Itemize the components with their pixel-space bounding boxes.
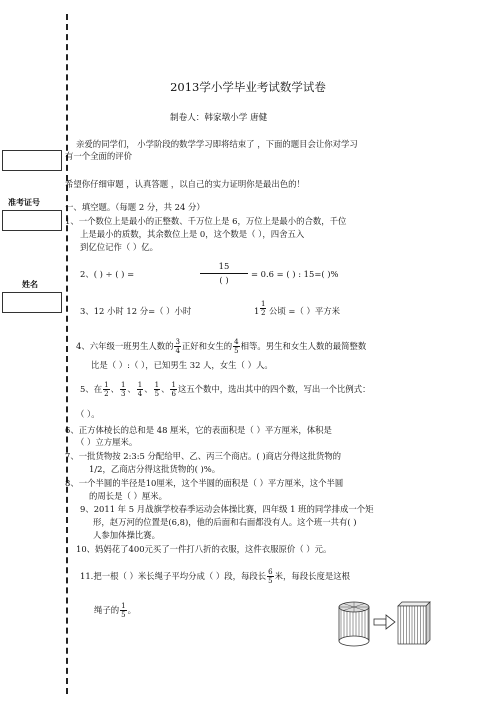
q5-f5-num: 1 [171,381,176,389]
q1-line-2: 上是最小的质数，其余数位上是 0，这个数是（ ），四舍五入 [80,229,305,239]
q5-line-2: （ ）。 [76,409,100,419]
q11-f2-num: 1 [121,602,126,610]
q3-part-2: 公顷 =（ ）平方米 [269,306,340,316]
q5-fraction-4 [154,381,160,398]
q6-line-1: 6、正方体棱长的总和是 48 厘米，它的表面积是（ ）平方厘米，体积是 [65,425,332,435]
q5-fraction-3 [137,381,143,398]
q10-line-1: 10、妈妈花了400元买了一件打八折的衣服，这件衣服原价（ ）元。 [76,544,332,554]
q11-f2-den: 5 [121,611,126,619]
q11-line-1 [80,568,350,585]
q3-whole: 1 [254,306,260,316]
intro-line-3: 希望你仔细审题 ，认真答题 ，以自己的实力证明你是最出色的！ [65,179,305,189]
q4-line-2: 比是（ ）:（ ），已知男生 32 人，女生（ ）人。 [91,360,273,370]
section-heading: 一、填空题。（每题 2 分，共 24 分） [65,202,205,212]
q4-f2-den: 5 [234,347,239,355]
q3-num: 1 [261,300,266,308]
q4-fraction-2 [233,338,239,355]
q4-f1-num: 3 [175,338,180,346]
intro-line-2: 有一个全面的评价 [65,151,132,161]
page-title: 2013学小学毕业考试数学试卷 [170,80,326,94]
q5-f1-num: 1 [104,381,109,389]
q11-f1-den: 5 [268,577,273,585]
q5-f1-den: 2 [104,390,109,398]
q2-tail: = 0.6 = ( ) : 15=( )% [251,269,339,279]
q5-sep-2: 、 [127,384,136,394]
q4-f2-num: 4 [234,338,239,346]
q3-den: 2 [261,309,266,317]
q2-lead: 2、( ) ÷ ( ) = [80,269,135,279]
q5-sep-1: 、 [110,384,119,394]
q8-line-2: 的周长是（ ）厘米。 [89,491,168,501]
q11-fraction-1 [267,568,273,585]
q2-fraction-bar [200,273,248,274]
q1-line-3: 到亿位记作（ ）亿。 [80,242,159,252]
q11-d: 。 [127,605,136,615]
q5-lead: 5、在 [80,384,103,394]
q7-line-2: 1/2，乙商店分得这批货物的( )%。 [89,464,221,474]
exam-id-label: 准考证号 [8,197,40,207]
name-box[interactable] [2,292,62,313]
q5-f4-num: 1 [154,381,160,389]
q5-line-1 [80,381,371,398]
name-label: 姓名 [22,279,38,289]
q2-numerator: 15 [218,261,230,271]
q9-line-2: 形，赵万河的位置是(6,8)，他的后面和右面都没有人。这个班一共有( ) [93,517,357,527]
binding-line [66,14,68,694]
q5-f3-num: 1 [137,381,143,389]
q1-line-1: 1、一个数位上是最小的正整数、千万位上是 6，万位上是最小的合数，千位 [65,216,347,226]
cylinder-icon [339,602,369,646]
author-line: 制卷人：韩家墩小学 唐健 [170,113,268,123]
q5-sep-4: 、 [161,384,170,394]
q11-fraction-2 [120,602,126,619]
q6-line-2: （ ）立方厘米。 [76,437,138,447]
q5-tail: 这五个数中，选出其中的四个数，写出一个比例式： [177,384,371,394]
q5-fraction-5 [170,381,176,398]
exam-id-box[interactable] [2,210,62,231]
q4-fraction-1 [174,338,180,355]
q5-f4-den: 5 [154,390,160,398]
q9-line-1: 9、2011 年 5 月战旗学校春季运动会体操比赛，四年级 1 班的同学排成一个矩 [80,504,374,514]
q11-b: 米，每段长度是这根 [274,571,350,581]
cylinder-transform-figure [336,598,432,650]
q11-line-2 [94,602,136,619]
cuboid-icon [398,602,430,644]
q4-b: 正好和女生的 [181,341,233,351]
arrow-icon [374,615,395,629]
q2-denominator: ( ) [219,275,229,285]
q7-line-1: 7、一批货物按 2:3:5 分配给甲、乙、丙三个商店。( )商店分得这批货物的 [65,451,341,461]
q9-line-3: 人参加体操比赛。 [93,530,160,540]
q5-f3-den: 4 [137,390,143,398]
q5-f2-num: 1 [120,381,126,389]
q3-part-1: 3、12 小时 12 分=（ ）小时 [80,306,192,316]
q4-f1-den: 4 [175,347,180,355]
q4-c: 相等。男生和女生人数的最简整数 [240,341,367,351]
q3-fraction [260,300,266,317]
top-blank-box[interactable] [2,150,62,171]
q11-f1-num: 6 [268,568,273,576]
q5-f5-den: 6 [171,390,176,398]
q8-line-1: 8、一个半圆的半径是10厘米，这个半圆的面积是（ ）平方厘米，这个半圆 [65,478,344,488]
q4-line-1 [76,338,366,355]
q11-a: 11.把一根（ ）米长绳子平均分成（ ）段，每段长 [80,571,267,581]
q4-a: 4、六年级一班男生人数的 [76,341,174,351]
q5-fraction-2 [120,381,126,398]
intro-line-1: 亲爱的同学们， 小学阶段的数学学习即将结束了 ，下面的题目会让你对学习 [76,139,358,149]
q5-f2-den: 3 [120,390,126,398]
q5-fraction-1 [103,381,109,398]
q5-sep-3: 、 [144,384,153,394]
q11-c: 绳子的 [94,605,120,615]
